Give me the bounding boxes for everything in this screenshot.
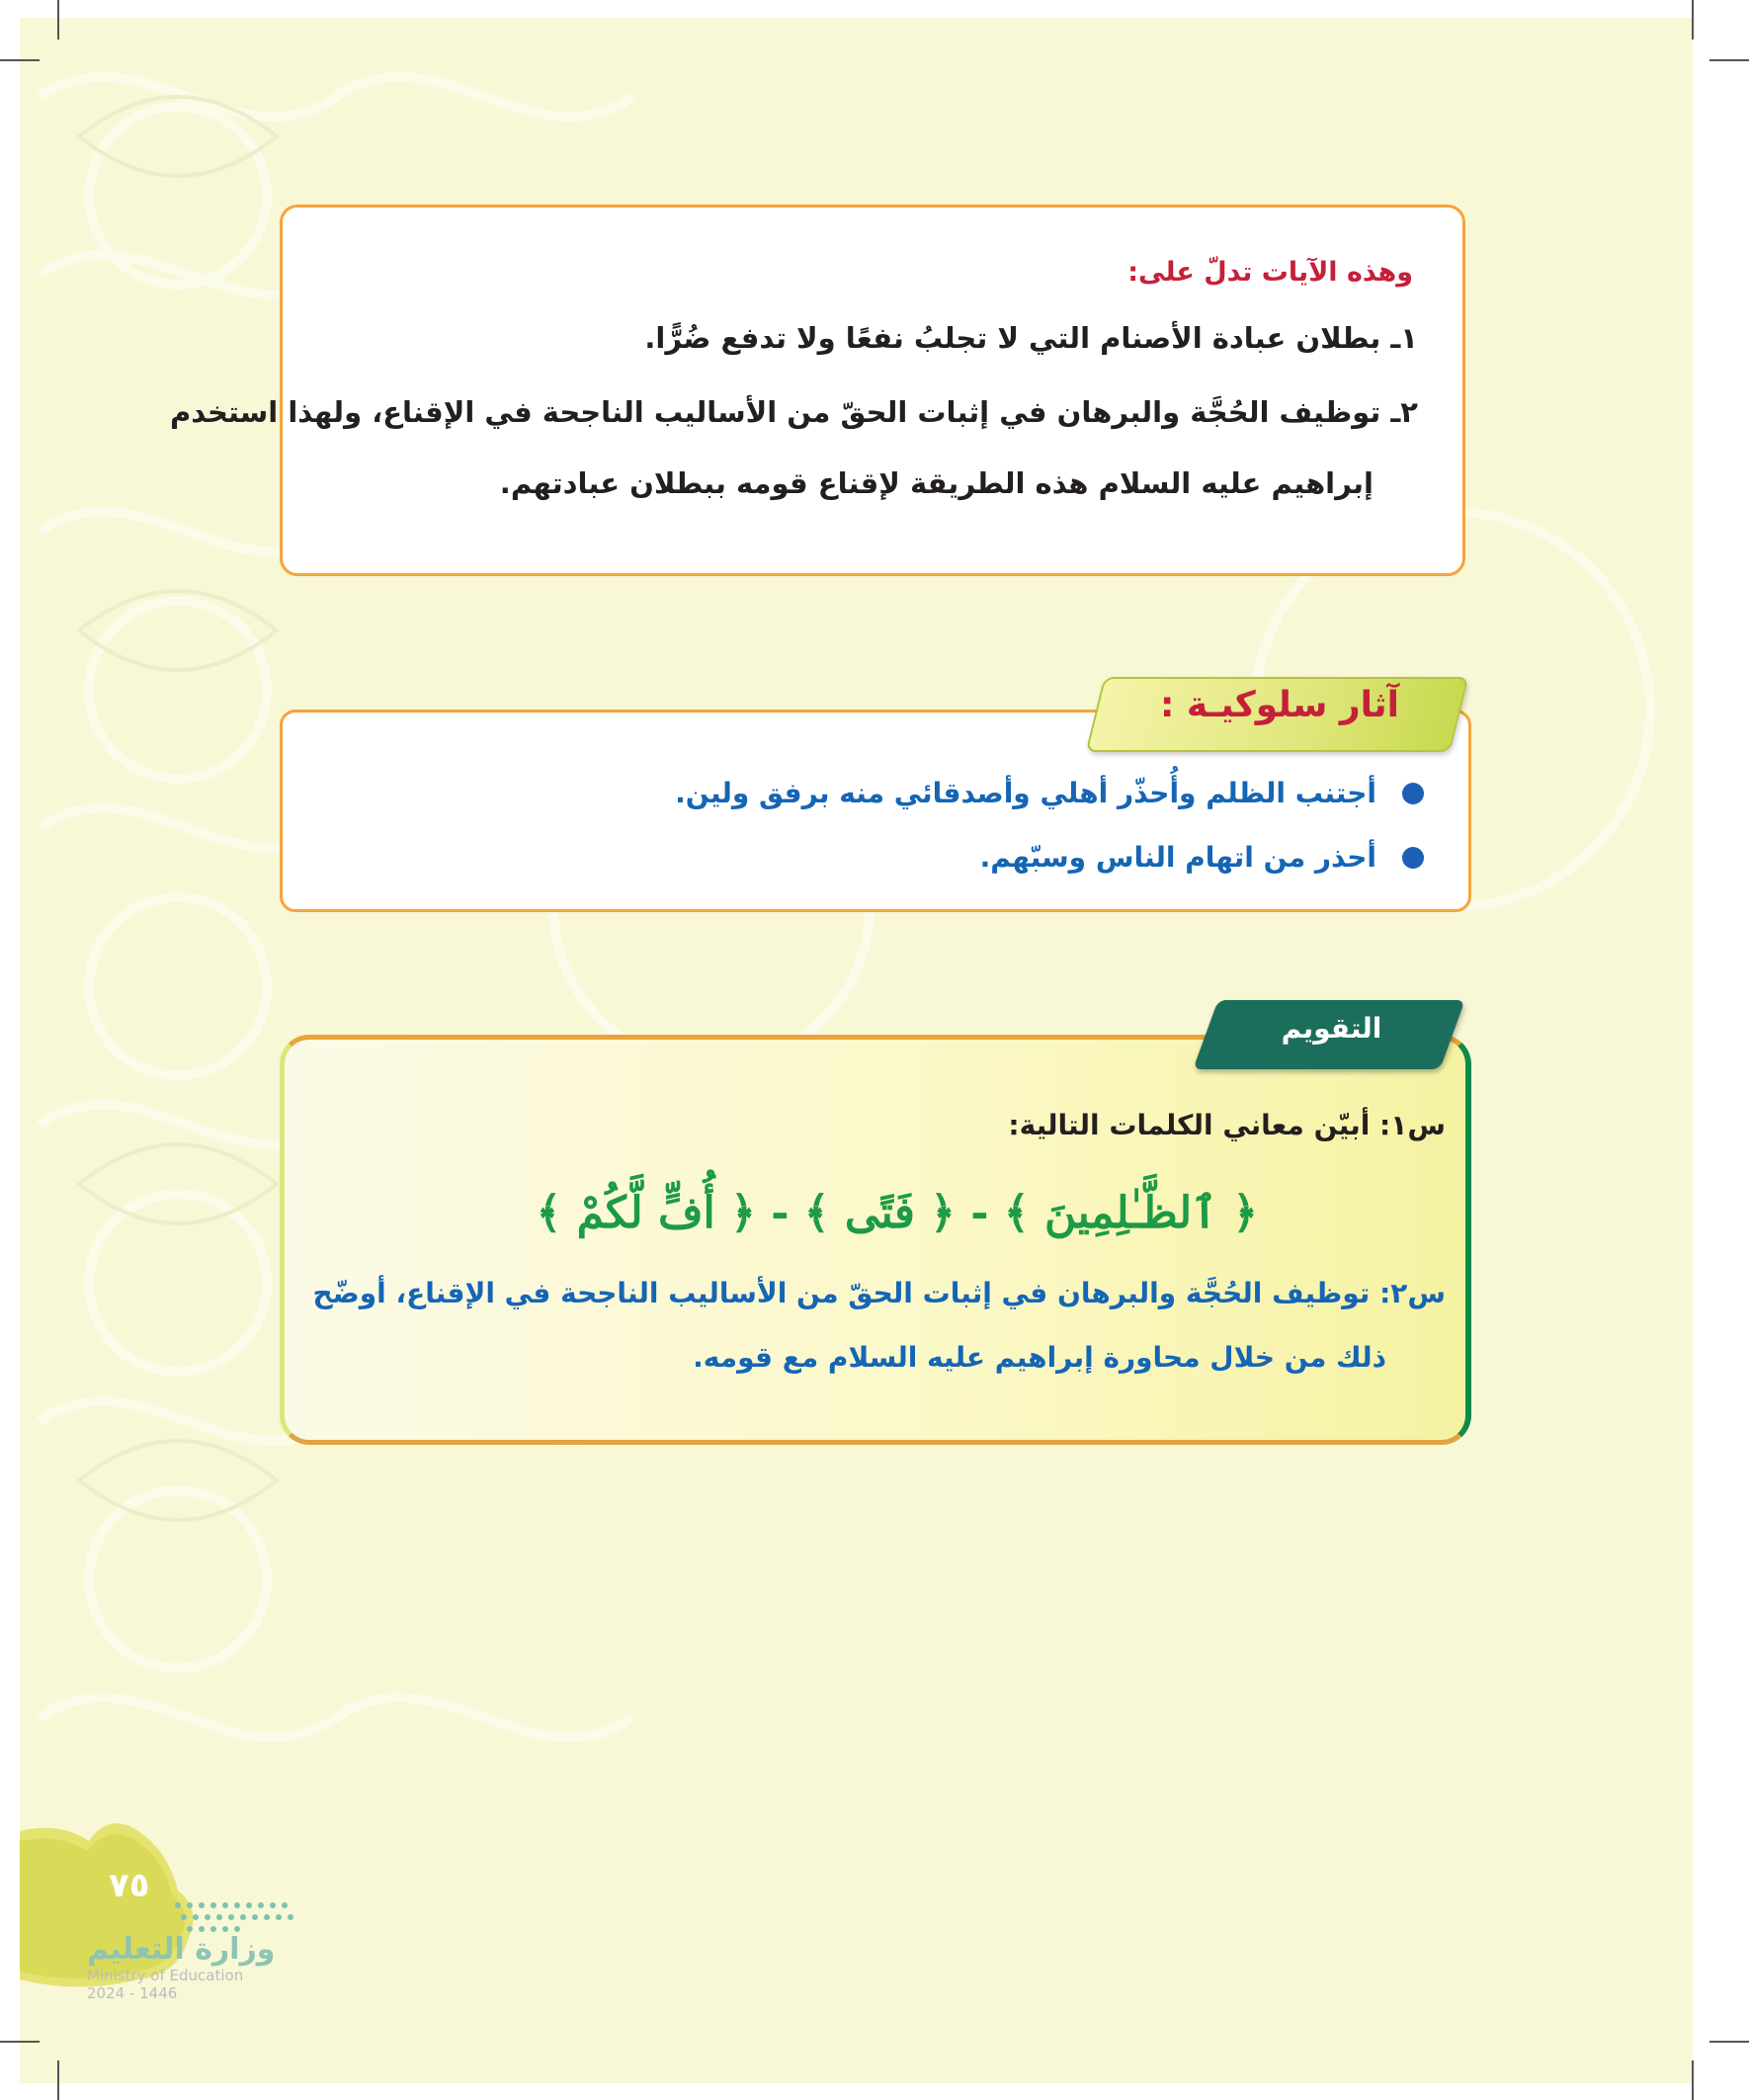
indication-point-2-line-1: ٢ـ توظيف الحُجَّة والبرهان في إثبات الحقّ من الأساليب الناجحة في الإقناع، ولهذا استخدم [170, 395, 1418, 429]
behavioral-item-text: أجتنب الظلم وأُحذّر أهلي وأصدقائي منه برفق ولين. [675, 777, 1376, 809]
crop-mark [57, 2060, 59, 2100]
ministry-logo [87, 1932, 285, 2002]
evaluation-title: التقويم [1281, 1012, 1382, 1045]
ministry-name-ar: وزارة التعليم [87, 1932, 276, 1967]
edition-year: 2024 - 1446 [87, 1984, 178, 2002]
behavioral-title: آثار سلوكيـة : [1160, 685, 1399, 725]
crop-mark [1692, 2060, 1694, 2100]
behavioral-item-text: أحذر من اتهام الناس وسبّهم. [979, 841, 1376, 874]
quran-words: ﴿ ٱلظَّـٰلِمِينَ ﴾ - ﴿ فَتًى ﴾ - ﴿ أُفٍّ لَّكُمْ ﴾ [536, 1188, 1258, 1238]
evaluation-box [280, 1035, 1471, 1445]
question-1: س١: أبيّن معاني الكلمات التالية: [1008, 1109, 1446, 1141]
bullet-icon [1402, 783, 1424, 804]
crop-mark [1709, 2041, 1749, 2043]
behavioral-item-1 [675, 777, 1424, 809]
page-number: ٧٥ [109, 1866, 150, 1905]
crop-mark [0, 59, 40, 61]
ministry-name-en: Ministry of Education [87, 1967, 244, 1984]
question-2-line-2: ذلك من خلال محاورة إبراهيم عليه السلام مع قومه. [693, 1341, 1386, 1374]
indication-point-2-line-2: إبراهيم عليه السلام هذه الطريقة لإقناع قومه ببطلان عبادتهم. [499, 466, 1374, 500]
verses-indications-box [170, 205, 1465, 576]
crop-mark [57, 0, 59, 40]
indication-point-1: ١ـ بطلان عبادة الأصنام التي لا تجلبُ نفعًا ولا تدفع ضُرًّا. [644, 321, 1418, 355]
behavioral-item-2 [980, 841, 1424, 874]
crop-mark [1692, 0, 1694, 40]
ministry-logo-dots [168, 1895, 326, 1935]
indications-intro: وهذه الآيات تدلّ على: [1127, 257, 1413, 288]
bullet-icon [1402, 847, 1424, 869]
question-2-line-1: س٢: توظيف الحُجَّة والبرهان في إثبات الحقّ من الأساليب الناجحة في الإقناع، أوضّح [312, 1277, 1446, 1309]
crop-mark [0, 2041, 40, 2043]
crop-mark [1709, 59, 1749, 61]
